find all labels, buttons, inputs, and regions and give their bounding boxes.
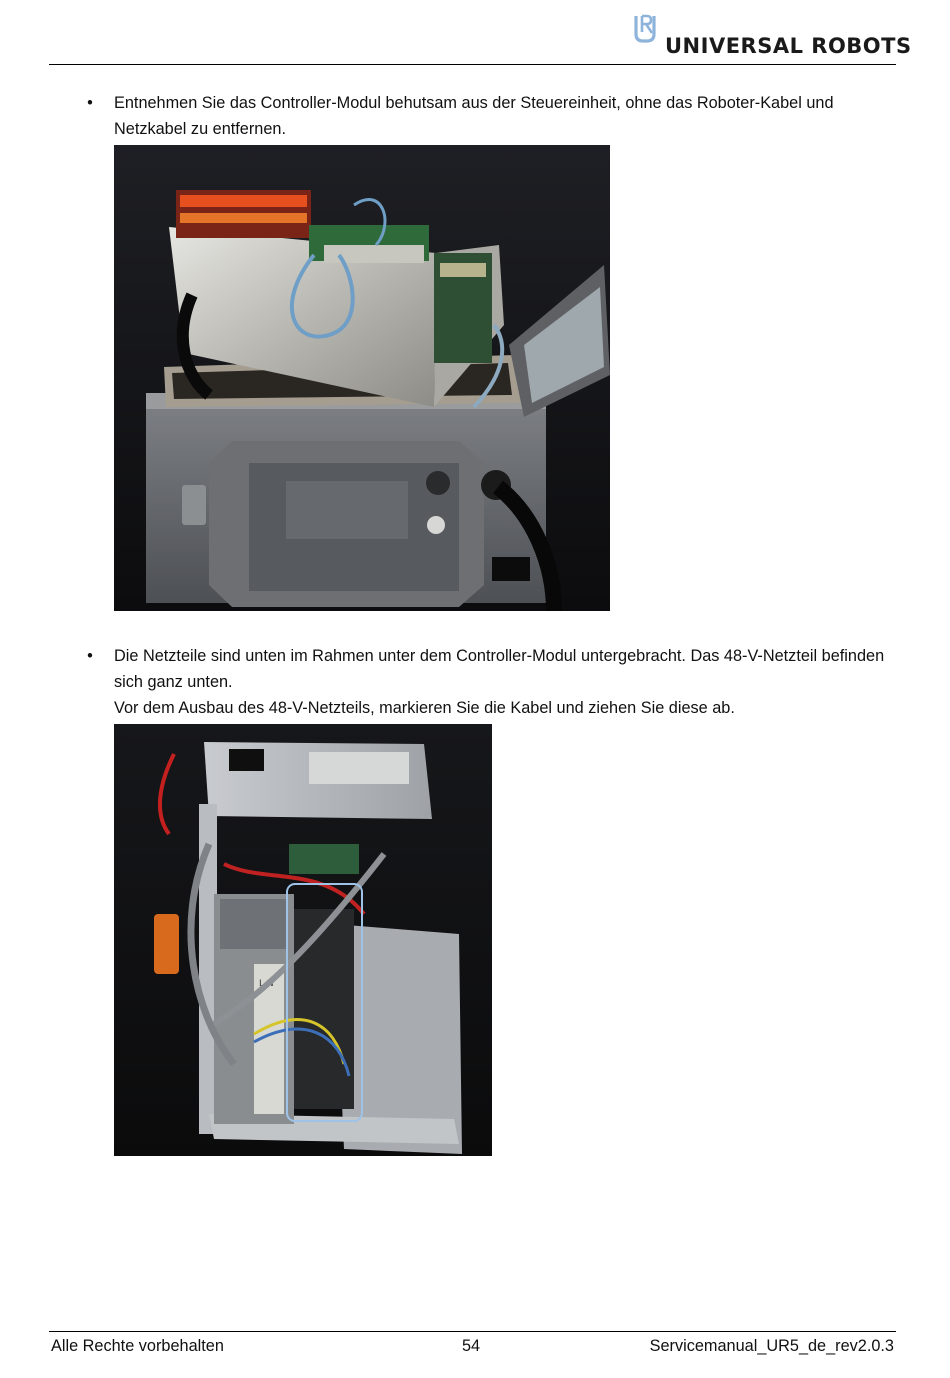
bullet-marker: • [87,94,93,112]
step-2 [82,643,897,723]
step-1 [82,90,897,144]
psu-terminal-label: L N [259,979,274,989]
photo-illustration [114,724,492,1156]
power-supply-photo [114,724,492,1156]
controller-module-photo [114,145,610,611]
company-logo [633,12,912,60]
footer-copyright: Alle Rechte vorbehalten [51,1337,224,1355]
header-divider [49,64,896,65]
step-1-text: Entnehmen Sie das Controller-Modul behutsam aus der Steuereinheit, ohne das Roboter-Kabel und Netzkabel zu entfernen. [114,94,834,138]
ur-logo-icon [633,14,661,44]
step-2-text: Die Netzteile sind unten im Rahmen unter dem Controller-Modul untergebracht. Das 48-V-Netzteil befinden sich ganz unten. [114,647,885,691]
document-id: Servicemanual_UR5_de_rev2.0.3 [649,1337,894,1355]
photo-illustration [114,145,610,611]
step-2-instruction: Vor dem Ausbau des 48-V-Netzteils, markieren Sie die Kabel und ziehen Sie diese ab. [114,699,735,717]
bullet-marker: • [87,647,93,665]
logo-wordmark: UNIVERSAL ROBOTS [665,34,912,58]
page-number: 54 [462,1337,481,1355]
footer-divider [49,1331,896,1332]
